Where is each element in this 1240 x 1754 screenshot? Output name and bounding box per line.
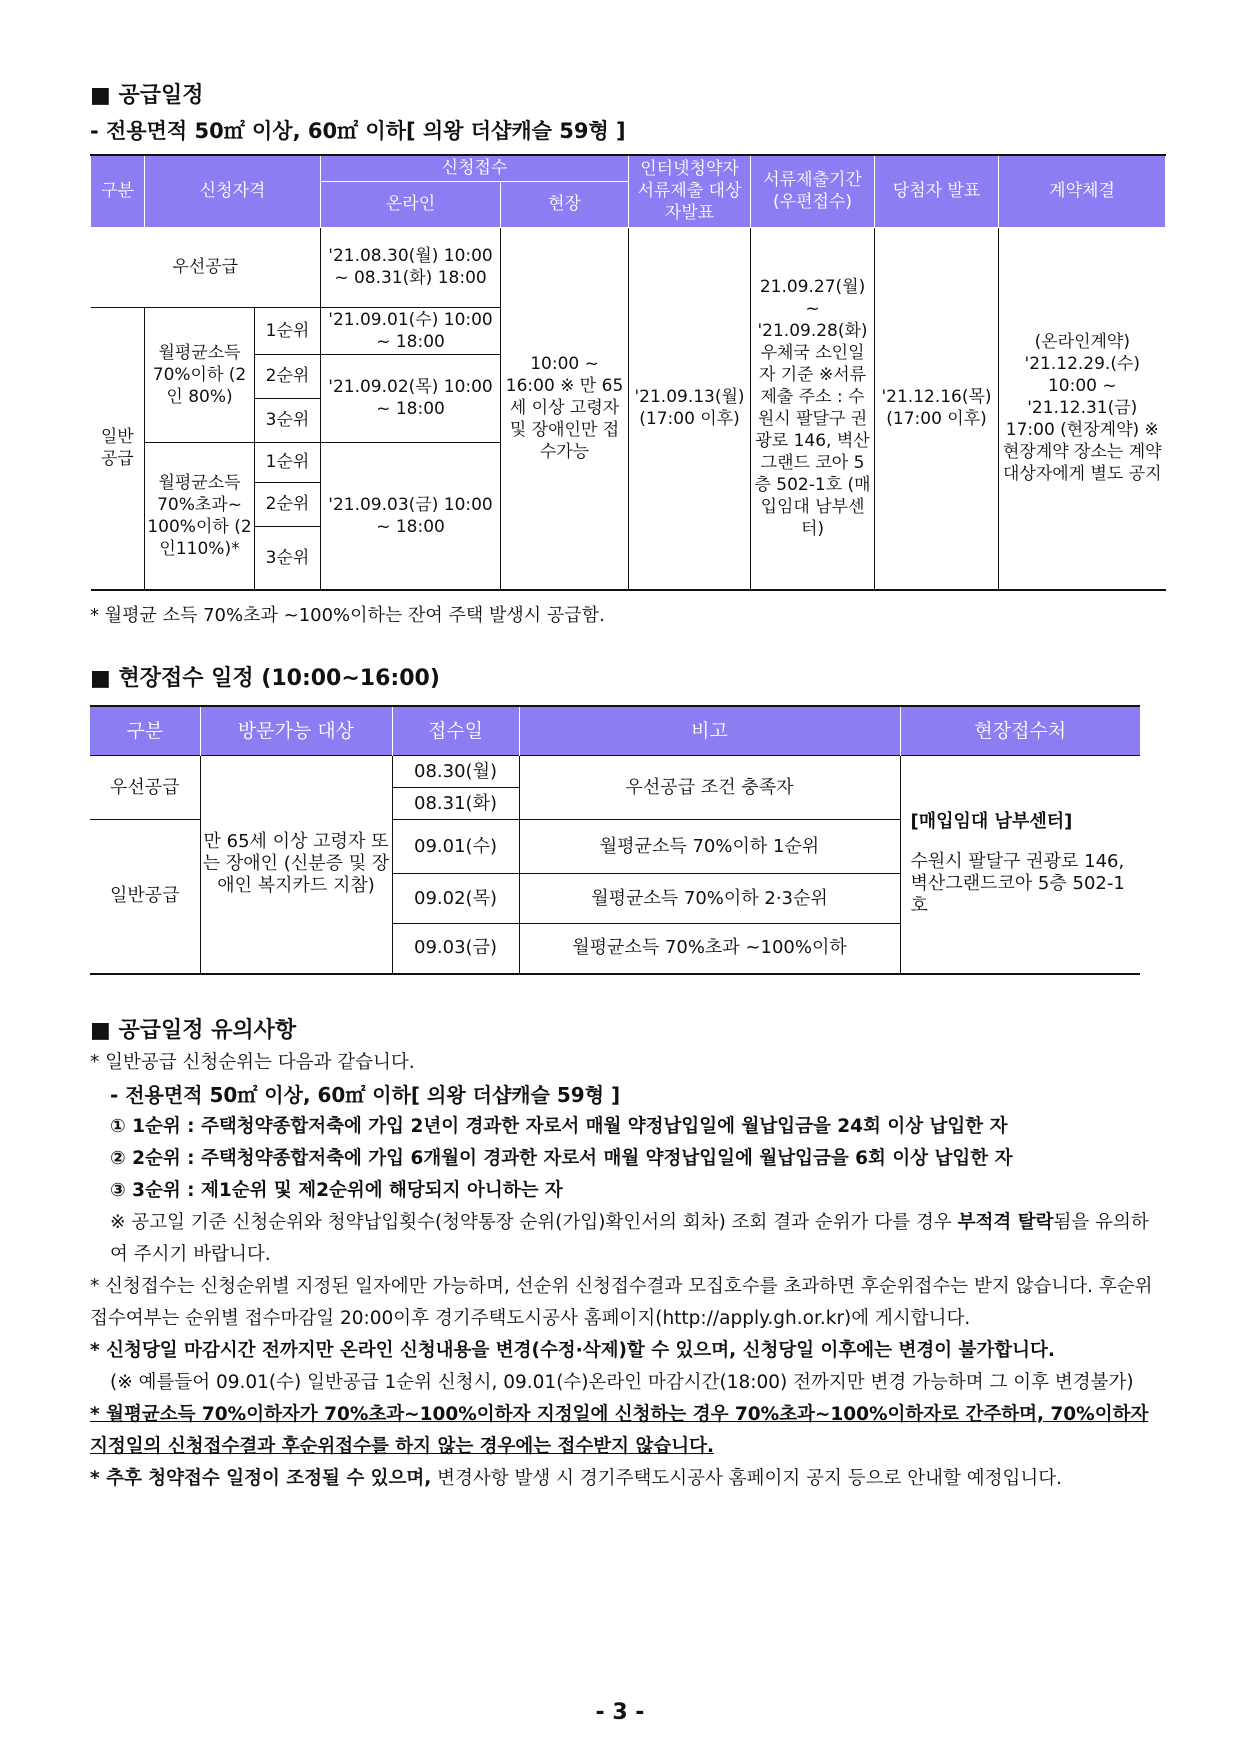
header-application: 신청접수: [321, 155, 629, 181]
internet-announce-date: '21.09.13(월) (17:00 이후): [629, 227, 751, 590]
header-onsite: 현장: [501, 181, 629, 227]
general-supply-label: 일반 공급: [91, 307, 145, 590]
onsite-target: 만 65세 이상 고령자 또는 장애인 (신분증 및 장애인 복지카드 지참): [200, 756, 392, 974]
header-winner: 당첨자 발표: [875, 155, 999, 227]
page-number: - 3 -: [595, 1700, 645, 1725]
onsite-date: 08.31(화): [392, 788, 519, 820]
place-address: 수원시 팔달구 권광로 146,벽산그랜드코아 5층 502-1호: [910, 851, 1125, 917]
rank-1: 1순위: [255, 442, 321, 482]
onsite-schedule-title: ■ 현장접수 일정 (10:00~16:00): [90, 666, 440, 691]
header-contract: 계약체결: [999, 155, 1166, 227]
note-2: * 신청접수는 신청순위별 지정된 일자에만 가능하며, 선순위 신청접수결과 모집호수를 초과하면 후순위접수는 받지 않습니다. 후순위 접수여부는 순위별 접수마감일 20:00이후 경기주택도시공사 홈페이지(http://apply.gh.or.kr)에 게시합니다.: [90, 1275, 1153, 1329]
onsite-header-date: 접수일: [392, 706, 519, 756]
online-priority: '21.08.30(월) 10:00 ~ 08.31(화) 18:00: [321, 227, 501, 307]
note-5-bold: * 추후 청약접수 일정이 조정될 수 있으며,: [90, 1467, 432, 1489]
onsite-priority-label: 우선공급: [90, 756, 200, 820]
note-1: * 일반공급 신청순위는 다음과 같습니다.: [90, 1051, 415, 1073]
supply-schedule-table: [90, 154, 1166, 591]
onsite-place: [900, 756, 1140, 974]
supply-footnote: * 월평균 소득 70%초과 ~100%이하는 잔여 주택 발생시 공급함.: [90, 605, 605, 626]
note-5-text: 변경사항 발생 시 경기주택도시공사 홈페이지 공지 등으로 안내할 예정입니다.: [431, 1467, 1062, 1489]
rank-2: 2순위: [255, 354, 321, 398]
onsite-date: 09.03(금): [392, 924, 519, 974]
supply-schedule-subtitle: - 전용면적 50㎡ 이상, 60㎡ 이하[ 의왕 더샵캐슬 59형 ]: [90, 119, 626, 143]
warning-text: ※ 공고일 기준 신청순위와 청약납입횟수(청약통장 순위(가입)확인서의 회차) 조회 결과 순위가 다를 경우: [110, 1211, 958, 1233]
rank-1-desc: ① 1순위 : 주택청약종합저축에 가입 2년이 경과한 자로서 매월 약정납입일에 월납입금을 24회 이상 납입한 자: [110, 1115, 1008, 1137]
onsite-info: 10:00 ~ 16:00 ※ 만 65세 이상 고령자 및 장애인만 접수가능: [501, 227, 629, 590]
rank-1: 1순위: [255, 307, 321, 354]
onsite-remark: 월평균소득 70%이하 1순위: [519, 820, 900, 874]
note-5: [90, 1463, 1165, 1495]
rank-3: 3순위: [255, 398, 321, 442]
rank-3: 3순위: [255, 526, 321, 590]
onsite-header-remark: 비고: [519, 706, 900, 756]
supply-schedule-title: ■ 공급일정: [90, 83, 204, 108]
winner-date: '21.12.16(목) (17:00 이후): [875, 227, 999, 590]
rank-3-desc: ③ 3순위 : 제1순위 및 제2순위에 해당되지 아니하는 자: [110, 1179, 563, 1201]
onsite-header-category: 구분: [90, 706, 200, 756]
header-category: 구분: [91, 155, 145, 227]
header-doc-period: 서류제출기간 (우편접수): [751, 155, 875, 227]
note-3-sub: (※ 예를들어 09.01(수) 일반공급 1순위 신청시, 09.01(수)온라인 마감시간(18:00) 전까지만 변경 가능하며 그 이후 변경불가): [110, 1371, 1134, 1393]
page-content: [90, 80, 1165, 1495]
onsite-date: 09.01(수): [392, 820, 519, 874]
onsite-remark: 우선공급 조건 충족자: [519, 756, 900, 820]
onsite-remark: 월평균소득 70%이하 2·3순위: [519, 874, 900, 924]
priority-supply-label: 우선공급: [91, 227, 321, 307]
contract-info: (온라인계약) '21.12.29.(수) 10:00 ~ '21.12.31(금) 17:00 (현장계약) ※현장계약 장소는 계약대상자에게 별도 공지: [999, 227, 1166, 590]
online-g1-rank1: '21.09.01(수) 10:00 ~ 18:00: [321, 307, 501, 354]
onsite-date: 08.30(월): [392, 756, 519, 788]
onsite-date: 09.02(목): [392, 874, 519, 924]
header-qualification: 신청자격: [145, 155, 321, 227]
note-4: * 월평균소득 70%이하자가 70%초과~100%이하자 지정일에 신청하는 경우 70%초과~100%이하자로 간주하며, 70%이하자 지정일의 신청접수결과 후순위접수를 하지 않는 경우에는 접수받지 않습니다.: [90, 1403, 1149, 1457]
note-3: * 신청당일 마감시간 전까지만 온라인 신청내용을 변경(수정·삭제)할 수 있으며, 신청당일 이후에는 변경이 불가합니다.: [90, 1339, 1055, 1361]
rank-2-desc: ② 2순위 : 주택청약종합저축에 가입 6개월이 경과한 자로서 매월 약정납입일에 월납입금을 6회 이상 납입한 자: [110, 1147, 1013, 1169]
onsite-schedule-table: [90, 705, 1140, 975]
onsite-header-place: 현장접수처: [900, 706, 1140, 756]
onsite-header-target: 방문가능 대상: [200, 706, 392, 756]
income-group-2: 월평균소득 70%초과~ 100%이하 (2인110%)*: [145, 442, 255, 590]
online-g2: '21.09.03(금) 10:00 ~ 18:00: [321, 442, 501, 590]
header-internet-announce: 인터넷청약자 서류제출 대상자발표: [629, 155, 751, 227]
onsite-general-label: 일반공급: [90, 820, 200, 974]
warning-emphasis: 부적격 탈락: [957, 1211, 1054, 1233]
warning-end: 됨을 유의하여 주시기 바랍니다.: [110, 1211, 1149, 1265]
note-1-sub: - 전용면적 50㎡ 이상, 60㎡ 이하[ 의왕 더샵캐슬 59형 ]: [110, 1082, 621, 1107]
header-online: 온라인: [321, 181, 501, 227]
onsite-remark: 월평균소득 70%초과 ~100%이하: [519, 924, 900, 974]
warning-note: [90, 1207, 1165, 1271]
online-g1-rank23: '21.09.02(목) 10:00 ~ 18:00: [321, 354, 501, 442]
income-group-1: 월평균소득 70%이하 (2인 80%): [145, 307, 255, 442]
notes-title: ■ 공급일정 유의사항: [90, 1017, 297, 1043]
place-title: [매입임대 남부센터]: [910, 811, 1073, 833]
notes-list: [90, 1047, 1165, 1495]
doc-period-info: 21.09.27(월) ~ '21.09.28(화) 우체국 소인일자 기준 ※서류제출 주소 : 수원시 팔달구 권광로 146, 벽산그랜드 코아 5층 502-1호 (매입임대 남부센터): [751, 227, 875, 590]
rank-2: 2순위: [255, 482, 321, 526]
